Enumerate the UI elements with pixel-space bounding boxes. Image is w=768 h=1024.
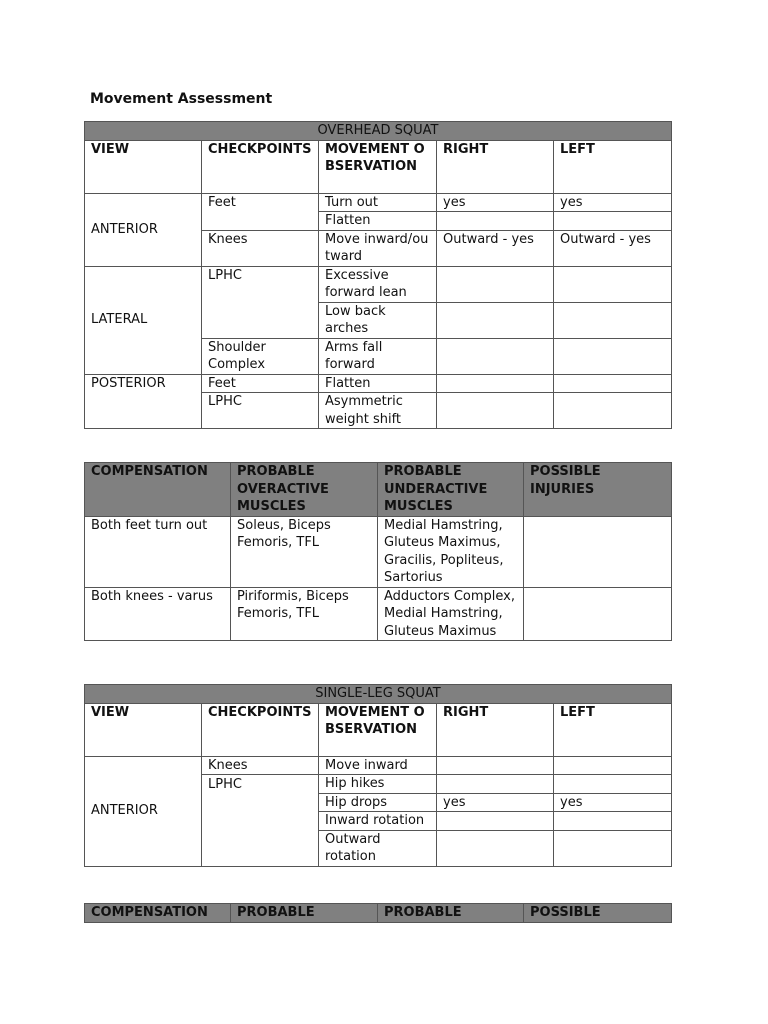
header-view: VIEW: [85, 140, 202, 193]
observation-cell: Low back arches: [319, 302, 437, 338]
overactive-cell: Piriformis, Biceps Femoris, TFL: [231, 587, 378, 641]
compensation-table: [84, 462, 672, 641]
checkpoint-cell: Feet: [202, 193, 319, 230]
header-underactive: PROBABLE UNDERACTIVE MUSCLES: [378, 463, 524, 517]
left-cell: [554, 374, 672, 393]
underactive-cell: Medial Hamstring, Gluteus Maximus, Gracilis, Popliteus, Sartorius: [378, 516, 524, 587]
header-movement-observation: MOVEMENT OBSERVATION: [319, 703, 437, 756]
column-header-row: [85, 904, 672, 923]
underactive-cell: Adductors Complex, Medial Hamstring, Gluteus Maximus: [378, 587, 524, 641]
observation-cell: Excessive forward lean: [319, 266, 437, 302]
observation-cell: Turn out: [319, 193, 437, 212]
right-cell: [437, 756, 554, 775]
view-cell: ANTERIOR: [85, 756, 202, 866]
header-right: RIGHT: [437, 140, 554, 193]
view-cell: POSTERIOR: [85, 374, 202, 429]
observation-cell: Outward rotation: [319, 830, 437, 866]
left-cell: [554, 756, 672, 775]
right-cell: yes: [437, 793, 554, 812]
header-checkpoints: CHECKPOINTS: [202, 703, 319, 756]
checkpoint-cell: Feet: [202, 374, 319, 393]
right-cell: [437, 830, 554, 866]
table-row: [85, 374, 672, 393]
page-title: Movement Assessment: [90, 91, 273, 107]
left-cell: [554, 775, 672, 794]
checkpoint-cell: Knees: [202, 230, 319, 266]
left-cell: [554, 812, 672, 831]
checkpoint-cell: LPHC: [202, 775, 319, 867]
table-row: [85, 587, 672, 641]
left-cell: [554, 830, 672, 866]
right-cell: [437, 338, 554, 374]
header-possible: POSSIBLE: [524, 904, 672, 923]
observation-cell: Hip drops: [319, 793, 437, 812]
left-cell: Outward - yes: [554, 230, 672, 266]
header-probable-1: PROBABLE: [231, 904, 378, 923]
right-cell: [437, 393, 554, 429]
table-row: [85, 266, 672, 302]
observation-cell: Inward rotation: [319, 812, 437, 831]
header-compensation: COMPENSATION: [85, 463, 231, 517]
right-cell: Outward - yes: [437, 230, 554, 266]
checkpoint-cell: LPHC: [202, 266, 319, 338]
header-compensation: COMPENSATION: [85, 904, 231, 923]
left-cell: [554, 338, 672, 374]
column-header-row: [85, 140, 672, 193]
header-injuries: POSSIBLE INJURIES: [524, 463, 672, 517]
overhead-squat-table: [84, 121, 672, 429]
left-cell: [554, 212, 672, 231]
right-cell: [437, 374, 554, 393]
checkpoint-cell: Knees: [202, 756, 319, 775]
table-row: [85, 516, 672, 587]
left-cell: yes: [554, 793, 672, 812]
compensation-cell: Both knees - varus: [85, 587, 231, 641]
checkpoint-cell: LPHC: [202, 393, 319, 429]
observation-cell: Flatten: [319, 374, 437, 393]
observation-cell: Flatten: [319, 212, 437, 231]
header-overactive: PROBABLE OVERACTIVE MUSCLES: [231, 463, 378, 517]
table-row: [85, 756, 672, 775]
overactive-cell: Soleus, Biceps Femoris, TFL: [231, 516, 378, 587]
header-probable-2: PROBABLE: [378, 904, 524, 923]
header-view: VIEW: [85, 703, 202, 756]
header-left: LEFT: [554, 703, 672, 756]
observation-cell: Hip hikes: [319, 775, 437, 794]
left-cell: [554, 393, 672, 429]
injuries-cell: [524, 516, 672, 587]
compensation-table-2: [84, 903, 672, 923]
column-header-row: [85, 703, 672, 756]
right-cell: [437, 212, 554, 231]
right-cell: yes: [437, 193, 554, 212]
single-leg-squat-table: [84, 684, 672, 867]
right-cell: [437, 302, 554, 338]
right-cell: [437, 266, 554, 302]
header-right: RIGHT: [437, 703, 554, 756]
compensation-cell: Both feet turn out: [85, 516, 231, 587]
header-checkpoints: CHECKPOINTS: [202, 140, 319, 193]
header-movement-observation: MOVEMENT OBSERVATION: [319, 140, 437, 193]
left-cell: [554, 266, 672, 302]
observation-cell: Move inward/outward: [319, 230, 437, 266]
header-left: LEFT: [554, 140, 672, 193]
overhead-squat-band: OVERHEAD SQUAT: [85, 122, 672, 141]
injuries-cell: [524, 587, 672, 641]
single-leg-squat-band: SINGLE-LEG SQUAT: [85, 685, 672, 704]
view-cell: LATERAL: [85, 266, 202, 374]
table-row: [85, 193, 672, 212]
right-cell: [437, 775, 554, 794]
right-cell: [437, 812, 554, 831]
observation-cell: Arms fall forward: [319, 338, 437, 374]
table-band-row: [85, 685, 672, 704]
view-cell: ANTERIOR: [85, 193, 202, 266]
observation-cell: Asymmetric weight shift: [319, 393, 437, 429]
column-header-row: [85, 463, 672, 517]
table-band-row: [85, 122, 672, 141]
checkpoint-cell: Shoulder Complex: [202, 338, 319, 374]
observation-cell: Move inward: [319, 756, 437, 775]
left-cell: [554, 302, 672, 338]
left-cell: yes: [554, 193, 672, 212]
